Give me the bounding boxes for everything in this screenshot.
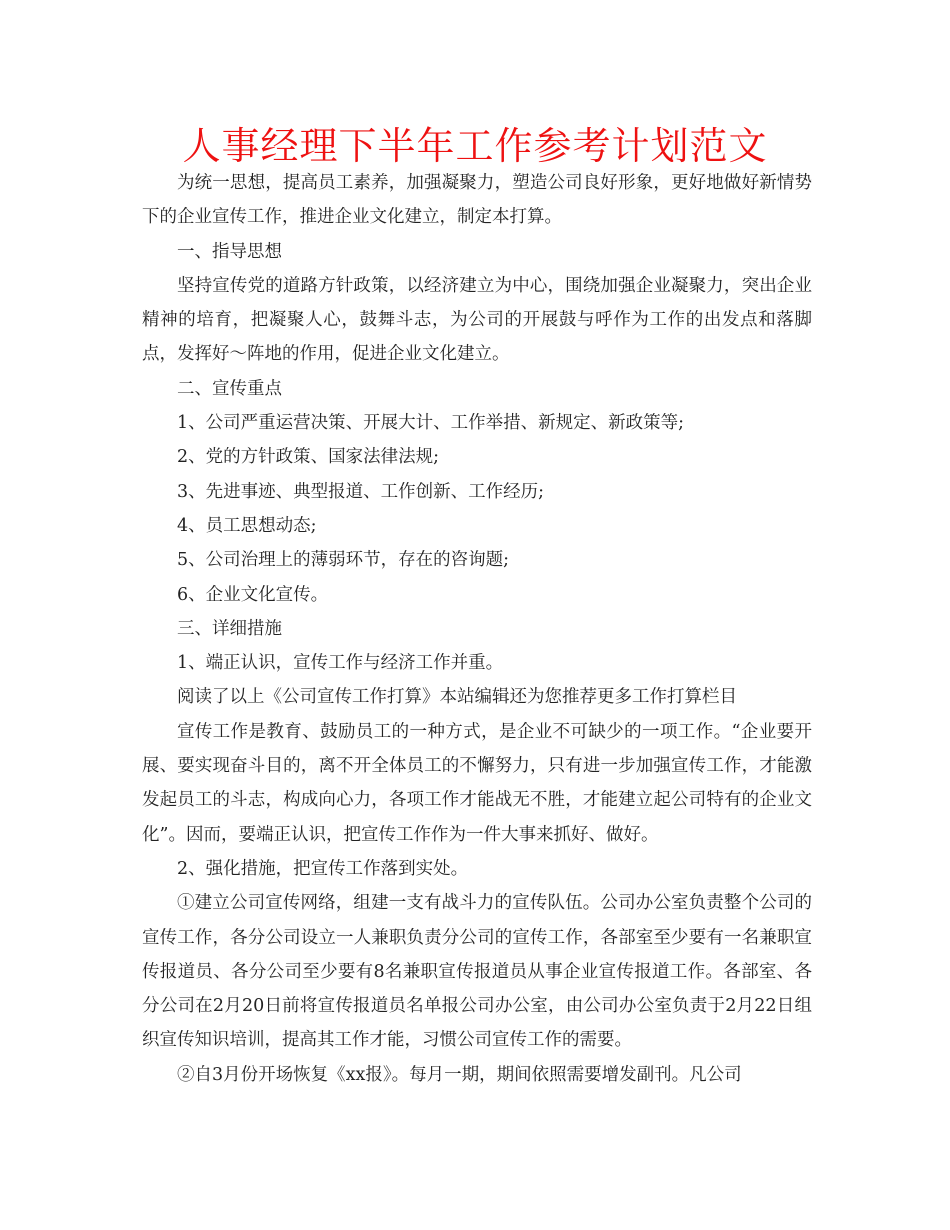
- paragraph-recommendation: 阅读了以上《公司宣传工作打算》本站编辑还为您推荐更多工作打算栏目: [177, 687, 737, 708]
- list-item-focus-1: 1、公司严重运营决策、开展大计、工作举措、新规定、新政策等;: [177, 413, 685, 434]
- list-item-focus-4: 4、员工思想动态;: [177, 515, 317, 536]
- list-item-focus-3: 3、先进事迹、典型报道、工作创新、工作经历;: [177, 481, 545, 502]
- paragraph-intro: 为统一思想，提高员工素养，加强凝聚力，塑造公司良好形象，更好地做好新情势下的企业宣传工作，推进企业文化建立，制定本打算。: [142, 173, 812, 228]
- list-item-focus-5: 5、公司治理上的薄弱环节，存在的咨询题;: [177, 550, 510, 571]
- list-item-focus-6: 6、企业文化宣传。: [177, 584, 329, 605]
- heading-detailed-measures: 三、详细措施: [177, 618, 282, 639]
- document-body: [142, 166, 812, 1092]
- list-item-measure-1: 1、端正认识，宣传工作与经济工作并重。: [177, 653, 504, 674]
- paragraph-network: ①建立公司宣传网络，组建一支有战斗力的宣传队伍。公司办公室负责整个公司的宣传工作，各分公司设立一人兼职负责分公司的宣传工作，各部室至少要有一名兼职宣传报道员、各分公司至少要有8名兼职宣传报道员从事企业宣传报道工作。各部室、各分公司在2月20日前将宣传报道员名单报公司办公室，由公司办公室负责于2月22日组织宣传知识培训，提高其工作才能，习惯公司宣传工作的需要。: [142, 893, 812, 1051]
- list-item-measure-2: 2、强化措施，把宣传工作落到实处。: [177, 858, 469, 879]
- heading-guiding-ideology: 一、指导思想: [177, 241, 282, 262]
- document-title: 人事经理下半年工作参考计划范文: [182, 124, 768, 168]
- heading-publicity-focus: 二、宣传重点: [177, 378, 282, 399]
- paragraph-publicity-importance: 宣传工作是教育、鼓励员工的一种方式，是企业不可缺少的一项工作。“企业要开展、要实现奋斗目的，离不开全体员工的不懈努力，只有进一步加强宣传工作，才能激发起员工的斗志，构成向心力，各项工作才能战无不胜，才能建立起公司特有的企业文化”。因而，要端正认识，把宣传工作作为一件大事来抓好、做好。: [142, 721, 812, 845]
- paragraph-newspaper: ②自3月份开场恢复《xx报》。每月一期，期间依照需要增发副刊。凡公司: [177, 1064, 742, 1085]
- paragraph-guiding-ideology: 坚持宣传党的道路方针政策，以经济建立为中心，围绕加强企业凝聚力，突出企业精神的培育，把凝聚人心，鼓舞斗志，为公司的开展鼓与呼作为工作的出发点和落脚点，发挥好～阵地的作用，促进企业文化建立。: [142, 275, 812, 365]
- list-item-focus-2: 2、党的方针政策、国家法律法规;: [177, 447, 440, 468]
